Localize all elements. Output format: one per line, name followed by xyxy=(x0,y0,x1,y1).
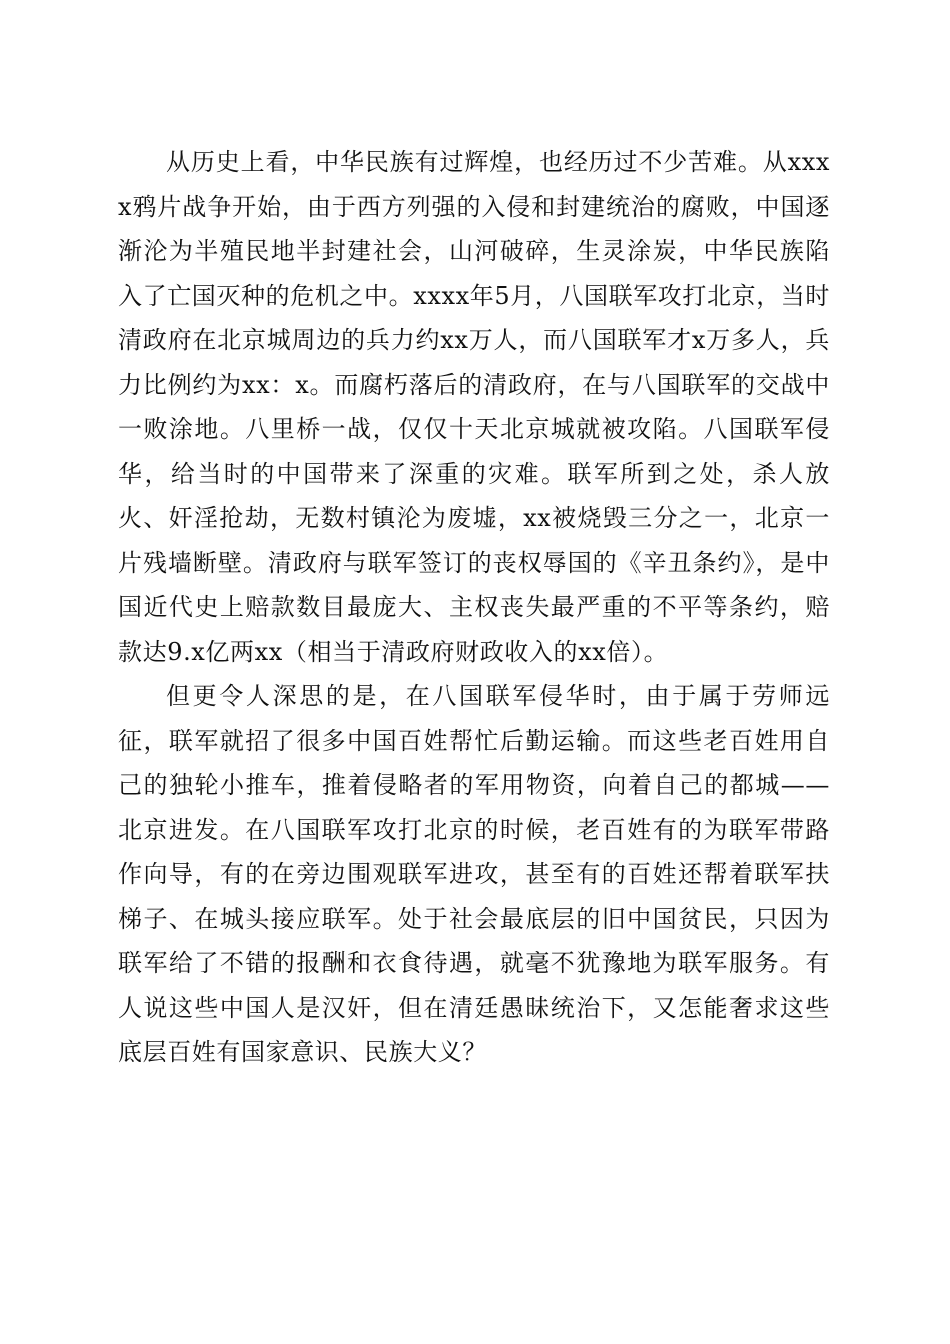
document-body xyxy=(118,140,830,1075)
paragraph: 从历史上看，中华民族有过辉煌，也经历过不少苦难。从xxxx鸦片战争开始，由于西方列强的入侵和封建统治的腐败，中国逐渐沦为半殖民地半封建社会，山河破碎，生灵涂炭，中华民族陷入了亡国灭种的危机之中。xxxx年5月，八国联军攻打北京，当时清政府在北京城周边的兵力约xx万人，而八国联军才x万多人，兵力比例约为xx：x。而腐朽落后的清政府，在与八国联军的交战中一败涂地。八里桥一战，仅仅十天北京城就被攻陷。八国联军侵华，给当时的中国带来了深重的灾难。联军所到之处，杀人放火、奸淫抢劫，无数村镇沦为废墟，xx被烧毁三分之一，北京一片残墙断壁。清政府与联军签订的丧权辱国的《辛丑条约》，是中国近代史上赔款数目最庞大、主权丧失最严重的不平等条约，赔款达9.x亿两xx（相当于清政府财政收入的xx倍）。 xyxy=(118,148,831,666)
paragraph: 但更令人深思的是，在八国联军侵华时，由于属于劳师远征，联军就招了很多中国百姓帮忙后勤运输。而这些老百姓用自己的独轮小推车，推着侵略者的军用物资，向着自己的都城——北京进发。在八国联军攻打北京的时候，老百姓有的为联军带路作向导，有的在旁边围观联军进攻，甚至有的百姓还帮着联军扶梯子、在城头接应联军。处于社会最底层的旧中国贫民，只因为联军给了不错的报酬和衣食待遇，就毫不犹豫地为联军服务。有人说这些中国人是汉奸，但在清廷愚昧统治下，又怎能奢求这些底层百姓有国家意识、民族大义？ xyxy=(118,682,830,1066)
